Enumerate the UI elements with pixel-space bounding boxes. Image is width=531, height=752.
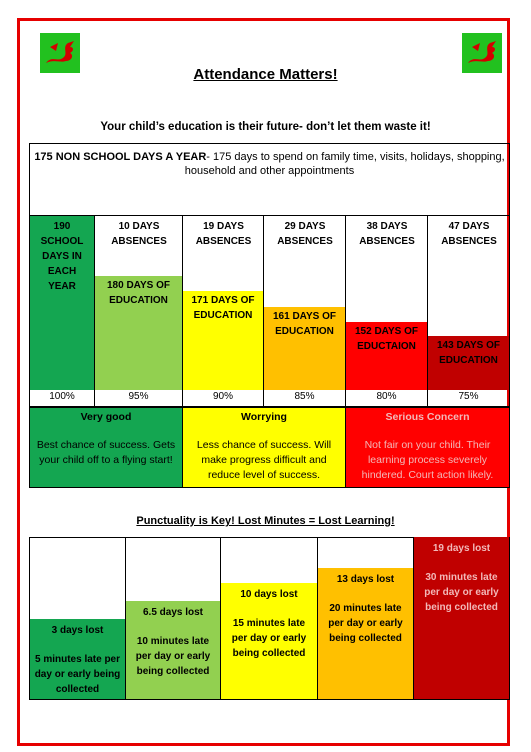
absence-days-label: 47 DAYS ABSENCES (441, 221, 497, 247)
non-school-days-heading: 175 NON SCHOOL DAYS A YEAR (34, 151, 207, 163)
attendance-percent: 80% (346, 390, 428, 407)
attendance-percent: 90% (183, 390, 264, 407)
days-lost-label: 10 days lost (240, 589, 298, 600)
education-days-label: 161 DAYS OF EDUCATION (273, 311, 336, 337)
punctuality-title: Punctuality is Key! Lost Minutes = Lost Learning! (136, 515, 395, 527)
category-heading: Very good (80, 411, 132, 423)
education-days-block (95, 276, 183, 390)
days-lost-label: 3 days lost (51, 625, 104, 636)
education-days-block (29, 216, 95, 390)
education-days-block (183, 291, 264, 390)
days-lost-label: 13 days lost (336, 574, 395, 585)
punctuality-block (126, 601, 221, 700)
punctuality-block (414, 537, 510, 700)
attendance-percent: 100% (29, 390, 95, 407)
absence-days-label: 38 DAYS ABSENCES (359, 221, 415, 247)
punctuality-block (29, 619, 126, 700)
days-lost-label: 6.5 days lost (142, 607, 204, 618)
education-days-label: 152 DAYS OF EDUCTAION (355, 326, 418, 352)
category-box (29, 407, 183, 488)
absence-days-label: 29 DAYS ABSENCES (277, 221, 333, 247)
minutes-late-label: 30 minutes late per day or early being collected (424, 572, 499, 613)
category-description: Not fair on your child. Their learning process severely hindered. Court action likely. (361, 439, 494, 481)
page-title: Attendance Matters! (193, 66, 338, 83)
category-box (183, 407, 346, 488)
category-box (346, 407, 510, 488)
punctuality-block (318, 568, 414, 700)
category-heading: Serious Concern (385, 411, 470, 423)
education-days-label: 171 DAYS OF EDUCATION (191, 295, 255, 321)
absence-days-label: 10 DAYS ABSENCES (111, 221, 167, 247)
category-description: Best chance of success. Gets your child off to a flying start! (36, 439, 176, 466)
page-subtitle: Your child’s education is their future- don’t let them waste it! (100, 121, 431, 133)
attendance-percent: 85% (264, 390, 346, 407)
non-school-days-box (29, 143, 510, 216)
education-days-label: 143 DAYS OF EDUCATION (437, 340, 500, 366)
category-heading: Worrying (241, 411, 287, 423)
minutes-late-label: 5 minutes late per day or early being collected (34, 654, 121, 695)
education-days-block (428, 336, 510, 390)
non-school-days-text: - 175 days to spend on family time, visits, holidays, shopping, household and other appointments (184, 151, 505, 177)
school-days-label: 190 SCHOOL DAYS IN EACH YEAR (40, 221, 84, 292)
minutes-late-label: 10 minutes late per day or early being collected (135, 636, 211, 677)
punctuality-block (221, 583, 318, 700)
minutes-late-label: 20 minutes late per day or early being collected (328, 603, 403, 644)
absence-days-label: 19 DAYS ABSENCES (195, 221, 252, 247)
education-days-block (264, 307, 346, 390)
days-lost-label: 19 days lost (432, 543, 491, 554)
minutes-late-label: 15 minutes late per day or early being collected (231, 618, 307, 659)
attendance-percent: 75% (428, 390, 510, 407)
category-description: Less chance of success. Will make progress difficult and reduce level of success. (196, 439, 332, 481)
education-days-block (346, 322, 428, 390)
education-days-label: 180 DAYS OF EDUCATION (107, 280, 170, 306)
attendance-percent: 95% (95, 390, 183, 407)
